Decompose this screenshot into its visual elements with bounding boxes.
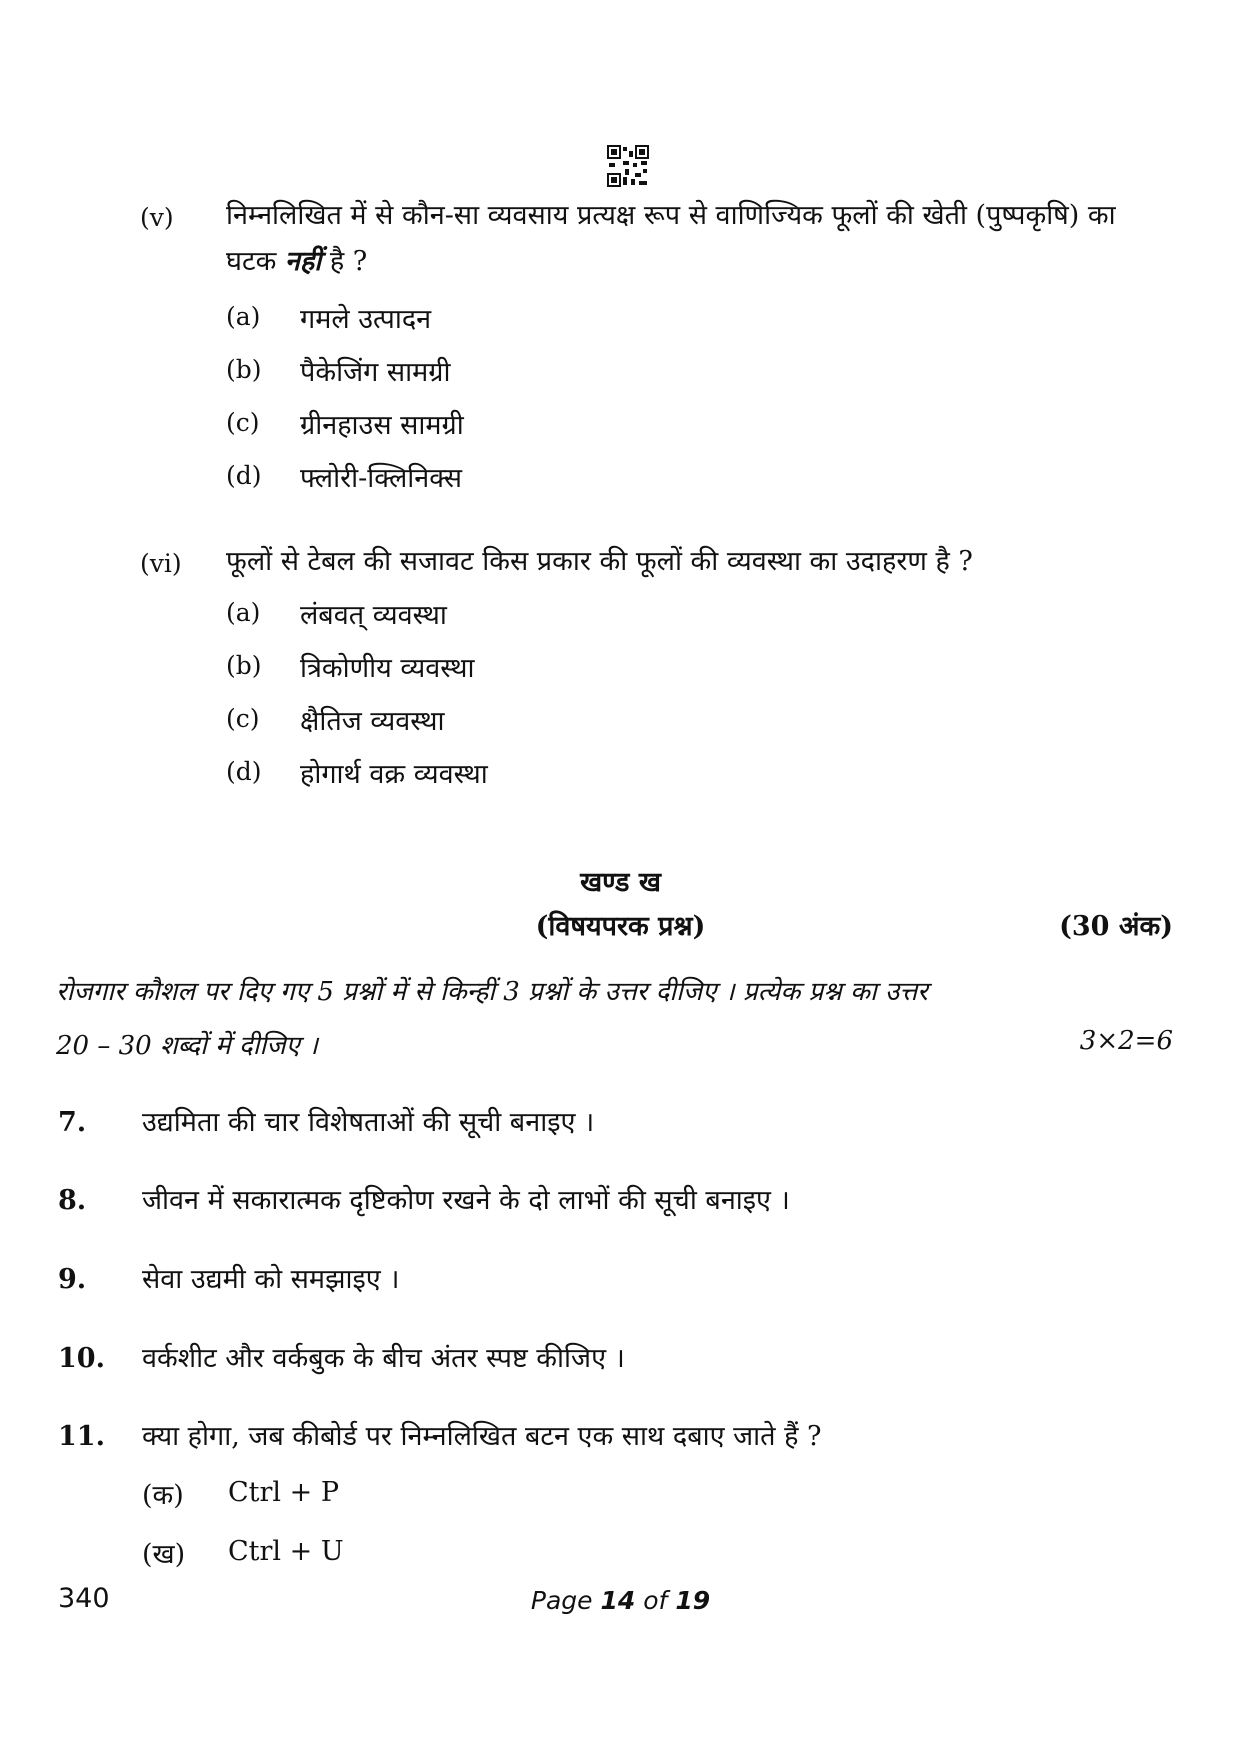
- section-marks: (30 अंक): [1059, 911, 1173, 942]
- section-instruction-marks: 3×2=6: [1079, 1026, 1173, 1056]
- paper-code: 340: [58, 1583, 110, 1614]
- page-number: [0, 1586, 1241, 1615]
- section-subtitle: (विषयपरक प्रश्न): [535, 911, 706, 942]
- page-current: 14: [600, 1586, 636, 1615]
- question-vi-text: फूलों से टेबल की सजावट किस प्रकार की फूलों की व्यवस्था का उदाहरण है ?: [226, 546, 973, 577]
- option-label: (c): [226, 704, 260, 733]
- question-text: क्या होगा, जब कीबोर्ड पर निम्नलिखित बटन एक साथ दबाए जाते हैं ?: [142, 1421, 822, 1452]
- option-label: (d): [226, 757, 262, 786]
- question-v-text: [226, 193, 1116, 285]
- option-text: पैकेजिंग सामग्री: [300, 357, 451, 388]
- section-instruction-line1: रोजगार कौशल पर दिए गए 5 प्रश्नों में से किन्हीं 3 प्रश्नों के उत्तर दीजिए । प्रत्येक प्रश्न का उत्तर: [56, 977, 928, 1007]
- option-text: क्षैतिज व्यवस्था: [300, 706, 445, 737]
- question-number: 9.: [58, 1264, 87, 1295]
- page-prefix: Page: [530, 1586, 593, 1615]
- subpart-text: Ctrl + P: [228, 1477, 340, 1508]
- qr-code-icon: [607, 145, 649, 187]
- option-label: (b): [226, 651, 262, 680]
- question-vi-number: (vi): [140, 549, 182, 578]
- option-text: लंबवत् व्यवस्था: [300, 600, 447, 631]
- question-number: 8.: [58, 1185, 87, 1216]
- option-label: (a): [226, 598, 261, 627]
- question-text: सेवा उद्यमी को समझाइए ।: [142, 1264, 400, 1295]
- question-v-emphasis: नहीं: [284, 246, 322, 277]
- option-label: (c): [226, 408, 260, 437]
- option-text: त्रिकोणीय व्यवस्था: [300, 653, 475, 684]
- question-number: 10.: [58, 1343, 105, 1374]
- page-of: of: [643, 1586, 668, 1615]
- subpart-text: Ctrl + U: [228, 1536, 344, 1567]
- section-title: खण्ड ख: [580, 867, 661, 898]
- question-number: 7.: [58, 1107, 87, 1138]
- question-text: उद्यमिता की चार विशेषताओं की सूची बनाइए ।: [142, 1107, 595, 1138]
- question-v-text-main: निम्नलिखित में से कौन-सा व्यवसाय प्रत्यक्ष रूप से वाणिज्यिक फूलों की खेती (पुष्पकृषि) का घटक: [226, 200, 1116, 277]
- question-number: 11.: [58, 1421, 105, 1452]
- page-total: 19: [675, 1586, 711, 1615]
- option-text: होगार्थ वक्र व्यवस्था: [300, 759, 488, 790]
- option-text: ग्रीनहाउस सामग्री: [300, 410, 464, 441]
- question-v-number: (v): [140, 203, 174, 232]
- section-instruction-line2: 20 – 30 शब्दों में दीजिए ।: [56, 1031, 318, 1061]
- option-label: (a): [226, 302, 261, 331]
- subpart-label: (क): [142, 1480, 184, 1511]
- question-text: जीवन में सकारात्मक दृष्टिकोण रखने के दो लाभों की सूची बनाइए ।: [142, 1185, 790, 1216]
- option-label: (b): [226, 355, 262, 384]
- option-text: गमले उत्पादन: [300, 304, 432, 335]
- option-label: (d): [226, 461, 262, 490]
- question-v-text-end: है ?: [329, 246, 368, 277]
- question-text: वर्कशीट और वर्कबुक के बीच अंतर स्पष्ट कीजिए ।: [142, 1343, 625, 1374]
- option-text: फ्लोरी-क्लिनिक्स: [300, 463, 463, 494]
- subpart-label: (ख): [142, 1539, 186, 1570]
